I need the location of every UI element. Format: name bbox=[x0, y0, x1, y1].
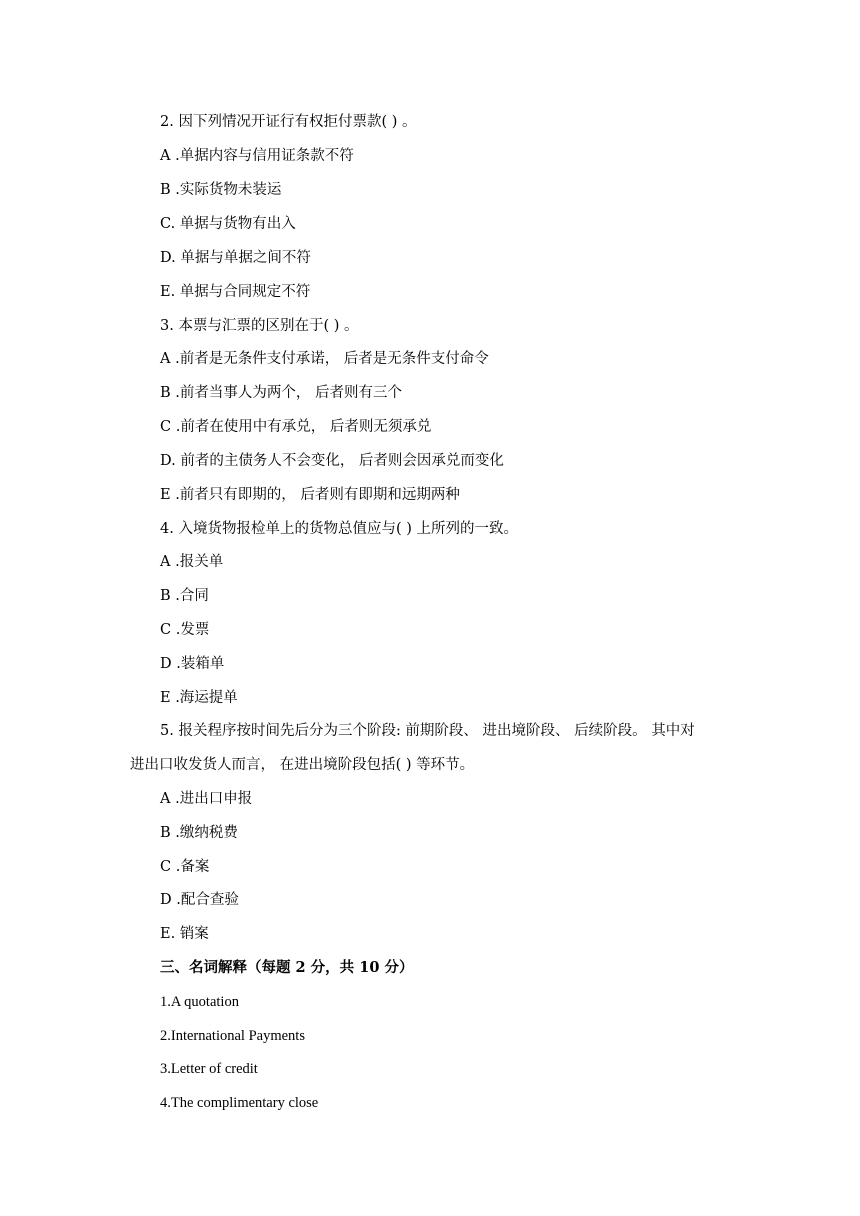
term-2: 2.International Payments bbox=[160, 1028, 305, 1044]
question-3-option-a: A .前者是无条件支付承诺， 后者是无条件支付命令 bbox=[160, 351, 489, 367]
question-3-stem: 3. 本票与汇票的区别在于( ) 。 bbox=[160, 318, 359, 334]
section-3-heading: 三、名词解释（每题 2 分，共 10 分） bbox=[160, 959, 414, 976]
question-3-option-c: C .前者在使用中有承兑， 后者则无须承兑 bbox=[160, 419, 432, 435]
question-4-stem: 4. 入境货物报检单上的货物总值应与( ) 上所列的一致。 bbox=[160, 521, 518, 537]
question-3-option-b: B .前者当事人为两个， 后者则有三个 bbox=[160, 385, 402, 401]
term-1: 1.A quotation bbox=[160, 994, 239, 1010]
question-2-option-b: B .实际货物未装运 bbox=[160, 182, 282, 198]
question-4-option-a: A .报关单 bbox=[160, 554, 224, 570]
question-3-option-e: E .前者只有即期的， 后者则有即期和远期两种 bbox=[160, 487, 460, 503]
question-2-option-c: C. 单据与货物有出入 bbox=[160, 216, 296, 232]
question-4-option-c: C .发票 bbox=[160, 622, 210, 638]
question-3-option-d: D. 前者的主债务人不会变化， 后者则会因承兑而变化 bbox=[160, 453, 504, 469]
question-4-option-b: B .合同 bbox=[160, 588, 209, 604]
question-2-option-a: A .单据内容与信用证条款不符 bbox=[160, 148, 354, 164]
question-5-option-a: A .进出口申报 bbox=[160, 791, 253, 807]
question-4-option-d: D .装箱单 bbox=[160, 656, 225, 672]
question-5-option-b: B .缴纳税费 bbox=[160, 825, 238, 841]
question-2-option-d: D. 单据与单据之间不符 bbox=[160, 250, 311, 266]
question-2-stem: 2. 因下列情况开证行有权拒付票款( ) 。 bbox=[160, 114, 417, 130]
question-5-stem-line-2: 进出口收发货人而言， 在进出境阶段包括( ) 等环节。 bbox=[130, 757, 475, 773]
question-5-stem-line-1: 5. 报关程序按时间先后分为三个阶段: 前期阶段、 进出境阶段、 后续阶段。 其中对 bbox=[160, 723, 695, 739]
question-5-option-d: D .配合查验 bbox=[160, 892, 239, 908]
question-4-option-e: E .海运提单 bbox=[160, 690, 238, 706]
question-5-option-e: E. 销案 bbox=[160, 926, 209, 942]
term-3: 3.Letter of credit bbox=[160, 1061, 258, 1077]
question-5-option-c: C .备案 bbox=[160, 859, 210, 875]
term-4: 4.The complimentary close bbox=[160, 1095, 319, 1111]
question-2-option-e: E. 单据与合同规定不符 bbox=[160, 284, 311, 300]
